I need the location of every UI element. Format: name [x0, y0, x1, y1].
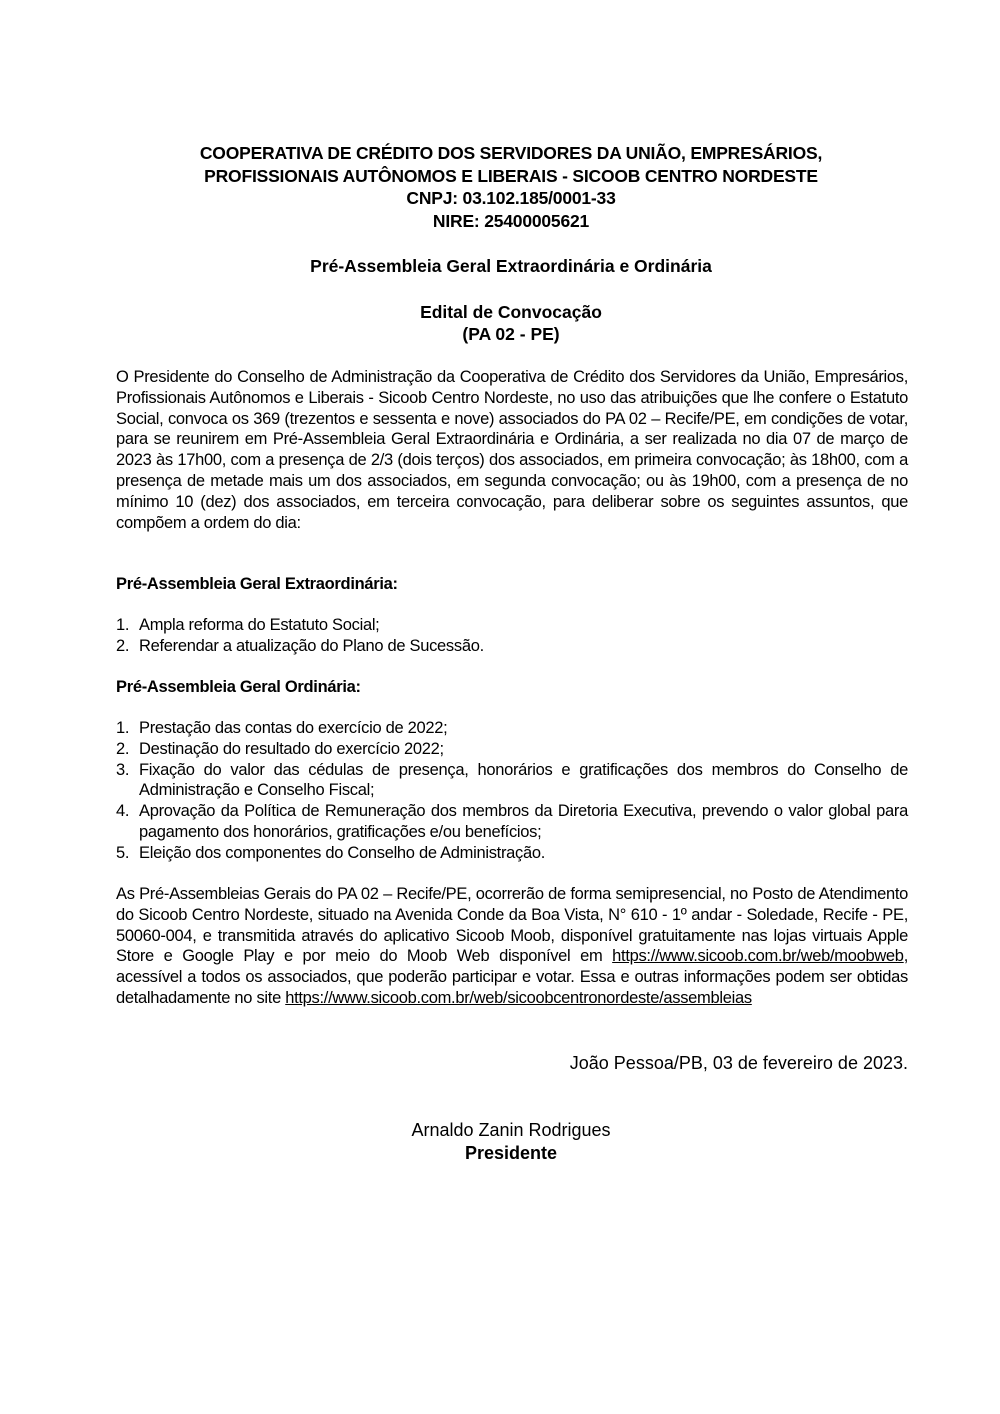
moobweb-link[interactable]: https://www.sicoob.com.br/web/moobweb: [612, 947, 904, 966]
agenda-item-text: Ampla reforma do Estatuto Social;: [139, 616, 380, 634]
agenda-item-number: 5.: [116, 843, 130, 862]
agenda-item: [116, 615, 908, 636]
agenda-item: [116, 739, 908, 760]
signatory-name: Arnaldo Zanin Rodrigues: [411, 1120, 611, 1140]
closing-text-part2: , acessível a todos os associados, que poderão participar e votar. Essa e outras informações podem ser obtidas detalhadamente no site: [116, 947, 908, 1007]
header-nire: NIRE: 25400005621: [432, 210, 590, 231]
agenda-item-number: 2.: [116, 739, 130, 758]
agenda-item: [116, 801, 908, 843]
agenda-item-text: Eleição dos componentes do Conselho de Administração.: [139, 843, 546, 862]
agenda-item-text: Prestação das contas do exercício de 2022;: [139, 719, 448, 737]
edital-title: Edital de Convocação: [420, 302, 602, 322]
section-title-extraordinaria: Pré-Assembleia Geral Extraordinária:: [116, 575, 398, 593]
header-cnpj: CNPJ: 03.102.185/0001-33: [406, 188, 616, 208]
agenda-item-text: Destinação do resultado do exercício 2022;: [139, 739, 444, 758]
document-header: [100, 142, 922, 232]
header-line-cooperative-name-1: COOPERATIVA DE CRÉDITO DOS SERVIDORES DA UNIÃO, EMPRESÁRIOS,: [199, 143, 823, 163]
signature-block: [360, 1119, 662, 1165]
assembleias-link[interactable]: https://www.sicoob.com.br/web/sicoobcentronordeste/assembleias: [285, 988, 752, 1007]
closing-text-part1: As Pré-Assembleias Gerais do PA 02 – Recife/PE, ocorrerão de forma semipresencial, no Posto de Atendimento do Sicoob Centro Nordeste, situado na Avenida Conde da Boa Vista, N° 610 - 1º andar - Soledade, Recife - PE, 50060-004, e transmitida através do aplicativo Sicoob Moob, disponível gratuitamente nas lojas virtuais Apple Store e Google Play e por meio do Moob Web disponível em: [116, 885, 908, 966]
agenda-item-text: Referendar a atualização do Plano de Sucessão.: [139, 636, 484, 655]
agenda-item: [116, 636, 908, 657]
edital-heading: [100, 301, 922, 345]
edital-code: (PA 02 - PE): [462, 324, 560, 344]
closing-paragraph: [116, 884, 908, 1009]
ordinaria-agenda-list: [116, 718, 908, 864]
section-title-ordinaria: Pré-Assembleia Geral Ordinária:: [116, 678, 361, 696]
extraordinaria-agenda-list: [116, 615, 908, 657]
agenda-item: [116, 760, 908, 802]
agenda-item-text: Aprovação da Política de Remuneração dos membros da Diretoria Executiva, prevendo o valor global para pagamento dos honorários, gratificações e/ou benefícios;: [139, 802, 908, 841]
agenda-item: [116, 843, 908, 864]
date-line: João Pessoa/PB, 03 de fevereiro de 2023.: [569, 1053, 908, 1073]
agenda-item-number: 4.: [116, 802, 130, 821]
agenda-item-number: 3.: [116, 760, 130, 779]
agenda-item: [116, 718, 908, 739]
agenda-item-number: 1.: [116, 719, 130, 737]
header-line-cooperative-name-2: PROFISSIONAIS AUTÔNOMOS E LIBERAIS - SICOOB CENTRO NORDESTE: [204, 165, 818, 186]
assembly-subtitle: Pré-Assembleia Geral Extraordinária e Ordinária: [310, 256, 712, 276]
agenda-item-number: 2.: [116, 636, 130, 655]
signatory-role: Presidente: [464, 1143, 558, 1163]
intro-paragraph: O Presidente do Conselho de Administração da Cooperativa de Crédito dos Servidores da União, Empresários, Profissionais Autônomos e Liberais - Sicoob Centro Nordeste, no uso das atribuições que lhe confere o Estatuto Social, convoca os 369 (trezentos e sessenta e nove) associados do PA 02 – Recife/PE, em condições de votar, para se reunirem em Pré-Assembleia Geral Extraordinária e Ordinária, a ser realizada no dia 07 de março de 2023 às 17h00, com a presença de 2/3 (dois terços) dos associados, em primeira convocação; às 18h00, com a presença de metade mais um dos associados, em segunda convocação; ou às 19h00, com a presença de no mínimo 10 (dez) dos associados, em terceira convocação, para deliberar sobre os seguintes assuntos, que compõem a ordem do dia:: [116, 368, 908, 532]
agenda-item-number: 1.: [116, 616, 130, 634]
agenda-item-text: Fixação do valor das cédulas de presença, honorários e gratificações dos membros do Conselho de Administração e Conselho Fiscal;: [139, 760, 908, 800]
